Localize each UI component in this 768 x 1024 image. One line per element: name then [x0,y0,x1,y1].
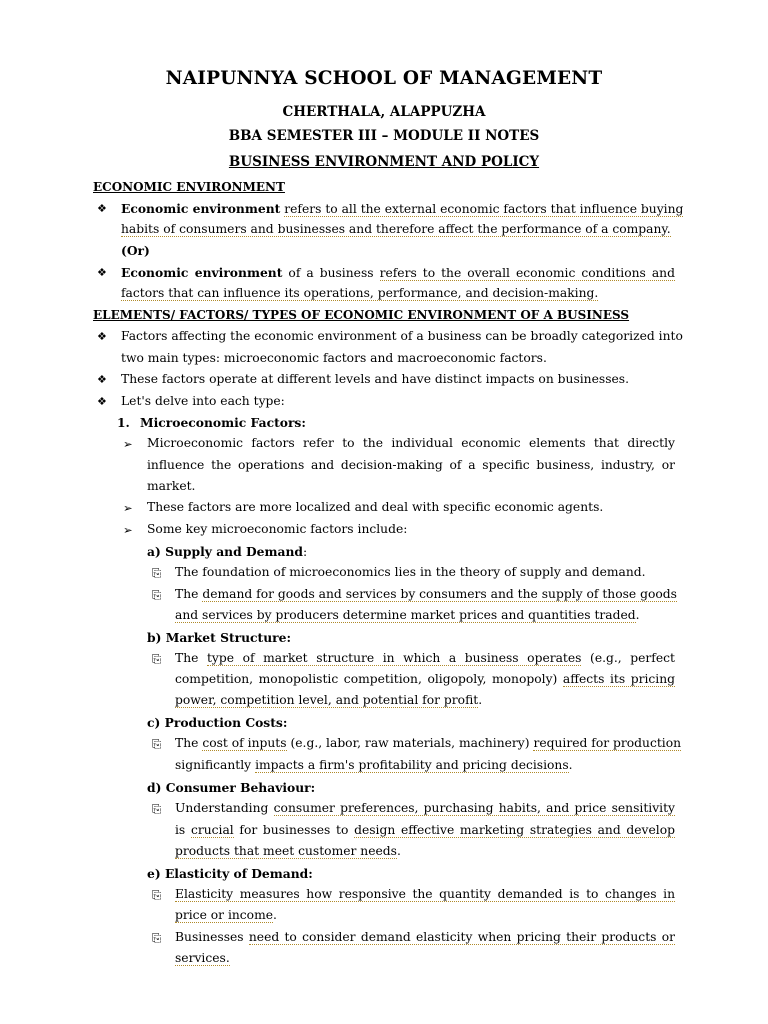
paragraph-line: Some key microeconomic factors include: [147,522,408,536]
factor-heading [147,627,291,648]
text: The [175,736,199,750]
underlined-text: habits of consumers and businesses and therefore affect the performance of a company. [121,222,671,236]
text: competition, monopolistic competition, oligopoly, monopoly) [175,672,558,686]
paragraph-line [175,733,682,754]
text: . [478,693,483,707]
factor-title: Market Structure: [165,630,291,645]
diamond-bullet-icon: ❖ [97,373,107,386]
bold-term: Economic environment [121,265,283,280]
text: Businesses [175,930,244,944]
paragraph-line [175,584,675,605]
paragraph-line: influence the operations and decision-making of a specific business, industry, or [147,458,675,472]
underlined-text: refers to the overall economic conditions and [379,266,675,280]
paragraph-line [175,605,640,626]
underlined-text: required for production [533,736,682,750]
factor-title: Production Costs: [164,715,288,730]
section-heading-elements: ELEMENTS/ FACTORS/ TYPES OF ECONOMIC ENVIRONMENT OF A BUSINESS [93,308,630,322]
underlined-text: affects its pricing [562,672,675,686]
paragraph-line [175,690,482,711]
paragraph-line [175,798,675,819]
text: The [175,587,199,601]
underlined-text: price or income [175,908,274,922]
underlined-text: and services by producers determine market prices and quantities traded [175,608,636,622]
text: Understanding [175,801,269,815]
underlined-text: refers to all the external economic factors that influence buying [284,202,684,216]
underlined-text: services. [175,951,230,965]
factor-label: d) [147,780,162,795]
paragraph-line: Factors affecting the economic environment of a business can be broadly categorized into [121,329,683,343]
factor-label: c) [147,715,161,730]
subsection-title: Microeconomic Factors: [140,415,306,430]
text: significantly [175,758,252,772]
underlined-text: cost of inputs [202,736,287,750]
paragraph-line [121,198,684,220]
text: . [273,908,277,922]
pointing-hand-icon: ⎘ [152,652,162,666]
underlined-text: impacts a firm's profitability and pricing decisions [255,758,569,772]
section-heading-economic-environment: ECONOMIC ENVIRONMENT [93,180,285,194]
paragraph-line [175,820,675,841]
paragraph-line: two main types: microeconomic factors and macroeconomic factors. [121,351,547,365]
paragraph-line: market. [147,479,196,493]
underlined-text: consumer preferences, purchasing habits, and price sensitivity [273,801,675,815]
paragraph-line [175,841,401,862]
paragraph-line: Let's delve into each type: [121,394,285,408]
text: (e.g., labor, raw materials, machinery) [290,736,530,750]
pointing-hand-icon: ⎘ [152,737,162,751]
paragraph-line: These factors are more localized and deal with specific economic agents. [147,500,604,514]
paragraph-line [175,755,573,776]
course-subtitle: BBA SEMESTER III – MODULE II NOTES [228,128,540,144]
pointing-hand-icon: ⎘ [152,931,162,945]
or-text: (Or) [121,243,150,258]
paragraph-line [121,283,598,304]
underlined-text: demand for goods and services by consumers and the supply of those goods [202,587,677,601]
paragraph-line [175,669,675,690]
pointing-hand-icon: ⎘ [152,588,162,602]
text: . [568,758,573,772]
paragraph-line [121,219,671,240]
text: is [175,823,186,837]
pointing-hand-icon: ⎘ [152,888,162,902]
text: . [396,844,401,858]
list-number: 1. [117,415,130,430]
subject-title [0,154,768,170]
arrow-bullet-icon: ➢ [123,523,133,537]
factor-heading [147,863,313,884]
text: for businesses to [239,823,349,837]
paragraph-line: Microeconomic factors refer to the individual economic elements that directly [147,436,675,450]
text: . [635,608,640,622]
pointing-hand-icon: ⎘ [152,802,162,816]
underlined-text: crucial [190,823,234,837]
institution-title: NAIPUNNYA SCHOOL OF MANAGEMENT [165,68,603,89]
underlined-text: power, competition level, and potential for profit [175,693,479,707]
paragraph-line [175,905,277,926]
factor-label: e) [147,866,161,881]
factor-heading [147,712,287,733]
paragraph-line [175,884,675,905]
paragraph-line: These factors operate at different levels and have distinct impacts on businesses. [121,372,629,386]
factor-title: Consumer Behaviour: [165,780,316,795]
paragraph-line [121,262,675,284]
underlined-text: products that meet customer needs [175,844,397,858]
subject-title-text: BUSINESS ENVIRONMENT AND POLICY [228,154,540,170]
bold-term: Economic environment [121,201,281,216]
pointing-hand-icon: ⎘ [152,566,162,580]
factor-label: b) [147,630,162,645]
diamond-bullet-icon: ❖ [97,330,107,343]
arrow-bullet-icon: ➢ [123,501,133,515]
factor-title: Supply and Demand [165,544,303,559]
paragraph-line [175,927,675,948]
paragraph-line [175,948,230,969]
factor-heading [147,541,307,563]
factor-title: Elasticity of Demand: [164,866,313,881]
paragraph-line [175,648,675,669]
factor-heading [147,777,315,798]
arrow-bullet-icon: ➢ [123,437,133,451]
factor-label: a) [147,544,161,559]
text: of a business [288,266,374,280]
underlined-text: Elasticity measures how responsive the quantity demanded is to changes in [175,887,675,901]
diamond-bullet-icon: ❖ [97,395,107,408]
underlined-text: factors that can influence its operations, performance, and decision-making. [121,286,599,300]
paragraph-line: The foundation of microeconomics lies in the theory of supply and demand. [175,565,646,579]
text: The [175,651,199,665]
underlined-text: design effective marketing strategies and develop [354,823,675,837]
underlined-text: type of market structure in which a business operates [206,651,582,665]
diamond-bullet-icon: ❖ [97,266,107,279]
text: : [303,545,308,559]
underlined-text: need to consider demand elasticity when pricing their products or [248,930,675,944]
location-subtitle: CHERTHALA, ALAPPUZHA [282,104,486,120]
text: (e.g., perfect [590,651,675,665]
diamond-bullet-icon: ❖ [97,202,107,215]
